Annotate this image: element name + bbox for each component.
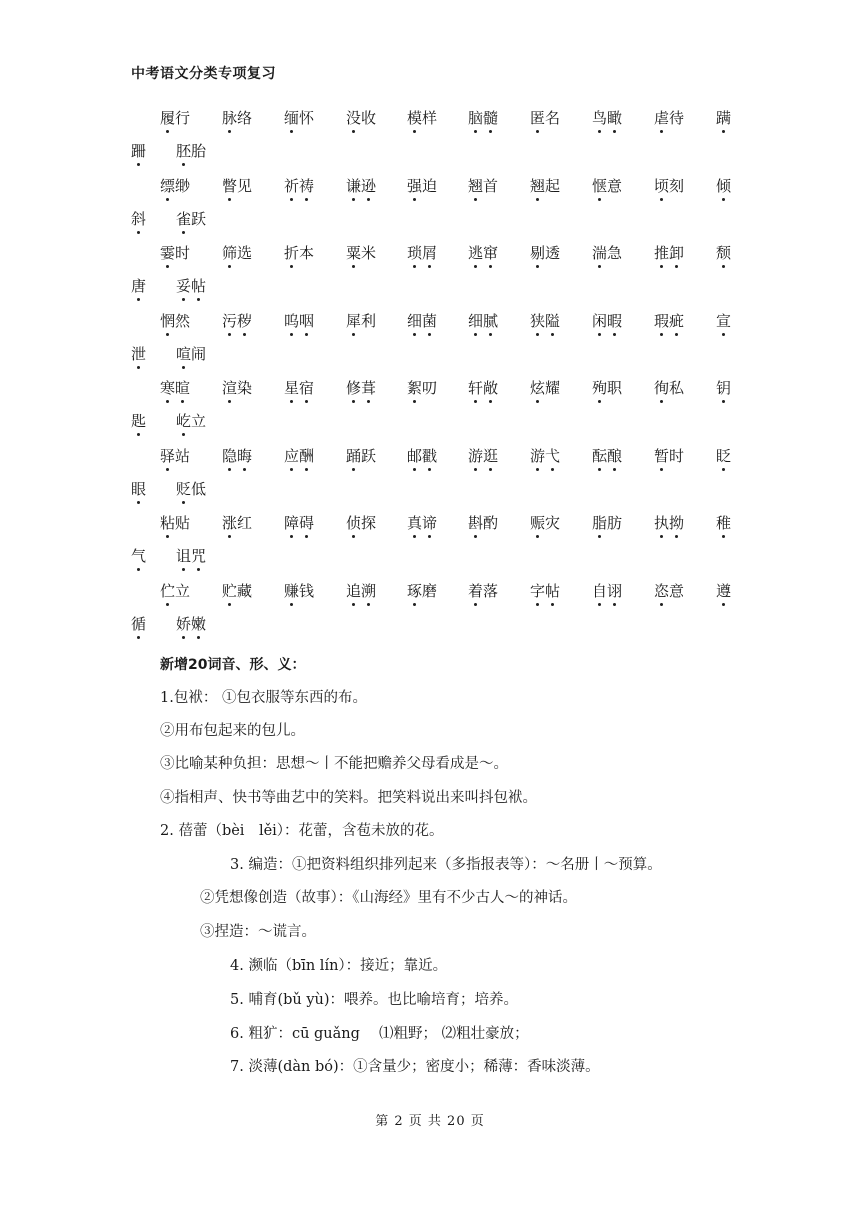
vocab-word: 匿名 bbox=[530, 109, 561, 127]
vocab-word: 折本 bbox=[284, 244, 315, 262]
definition-line: 5. 哺育(bǔ yù)：喂养。也比喻培育；培养。 bbox=[230, 992, 519, 1008]
vocab-word: 跚 bbox=[131, 142, 147, 160]
vocab-word: 粟米 bbox=[346, 244, 377, 262]
page-footer: 第 2 页 共 20 页 bbox=[375, 1114, 485, 1129]
vocab-word: 顷刻 bbox=[654, 177, 685, 195]
definition-line: 6. 粗犷：cū guǎng ⑴粗野； ⑵粗壮豪放； bbox=[230, 1026, 529, 1042]
vocab-word: 赈灾 bbox=[530, 514, 561, 532]
vocab-word: 遵 bbox=[716, 582, 732, 600]
vocab-word: 犀利 bbox=[346, 312, 377, 330]
document-header-title: 中考语文分类专项复习 bbox=[131, 66, 276, 82]
definition-line: 3. 编造：①把资料组织排列起来（多指报表等）：～名册丨～预算。 bbox=[230, 857, 662, 873]
vocab-word: 诅咒 bbox=[176, 547, 207, 565]
vocab-word: 轩敞 bbox=[468, 379, 499, 397]
definition-line: ②凭想像创造（故事）：《山海经》里有不少古人～的神话。 bbox=[200, 890, 577, 906]
vocab-word: 剔透 bbox=[530, 244, 561, 262]
vocab-word: 恣意 bbox=[654, 582, 685, 600]
vocab-word: 琢磨 bbox=[407, 582, 438, 600]
vocab-word: 唐 bbox=[131, 277, 147, 295]
vocab-word: 眼 bbox=[131, 480, 147, 498]
definition-line: ③捏造：～谎言。 bbox=[200, 924, 316, 940]
vocab-word: 侦探 bbox=[346, 514, 377, 532]
vocab-word: 涨红 bbox=[222, 514, 253, 532]
definition-line: ②用布包起来的包儿。 bbox=[160, 723, 305, 739]
vocab-word: 细腻 bbox=[468, 312, 499, 330]
vocab-word: 脑髓 bbox=[468, 109, 499, 127]
vocab-word: 真谛 bbox=[407, 514, 438, 532]
vocab-word: 瑕疵 bbox=[654, 312, 685, 330]
vocab-word: 缅怀 bbox=[284, 109, 315, 127]
vocab-word: 眨 bbox=[716, 447, 732, 465]
vocab-word: 谦逊 bbox=[346, 177, 377, 195]
vocab-word: 伫立 bbox=[160, 582, 191, 600]
vocab-word: 强迫 bbox=[407, 177, 438, 195]
vocab-word: 徇私 bbox=[654, 379, 685, 397]
vocab-word: 缥缈 bbox=[160, 177, 191, 195]
vocab-word: 追溯 bbox=[346, 582, 377, 600]
vocab-word: 粘贴 bbox=[160, 514, 191, 532]
definition-line: 2. 蓓蕾（bèi lěi）：花蕾，含苞未放的花。 bbox=[160, 823, 444, 839]
vocab-word: 虐待 bbox=[654, 109, 685, 127]
vocab-word: 赚钱 bbox=[284, 582, 315, 600]
vocab-word: 字帖 bbox=[530, 582, 561, 600]
vocab-word: 细菌 bbox=[407, 312, 438, 330]
vocab-word: 蹒 bbox=[716, 109, 732, 127]
vocab-word: 钥 bbox=[716, 379, 732, 397]
section-heading: 新增20词音、形、义： bbox=[160, 657, 306, 673]
vocab-word: 修葺 bbox=[346, 379, 377, 397]
vocab-word: 着落 bbox=[468, 582, 499, 600]
vocab-word: 渲染 bbox=[222, 379, 253, 397]
vocab-word: 踊跃 bbox=[346, 447, 377, 465]
vocab-word: 斟酌 bbox=[468, 514, 499, 532]
vocab-word: 娇嫩 bbox=[176, 615, 207, 633]
vocab-word: 湍急 bbox=[592, 244, 623, 262]
vocab-word: 炫耀 bbox=[530, 379, 561, 397]
vocab-word: 宣 bbox=[716, 312, 732, 330]
vocab-word: 贬低 bbox=[176, 480, 207, 498]
vocab-word: 雀跃 bbox=[176, 210, 207, 228]
vocab-word: 妥帖 bbox=[176, 277, 207, 295]
vocab-word: 障碍 bbox=[284, 514, 315, 532]
vocab-word: 祈祷 bbox=[284, 177, 315, 195]
vocab-word: 闲暇 bbox=[592, 312, 623, 330]
vocab-word: 倾 bbox=[716, 177, 732, 195]
vocab-word: 胚胎 bbox=[176, 142, 207, 160]
definition-line: 7. 淡薄(dàn bó)：①含量少；密度小；稀薄：香味淡薄。 bbox=[230, 1059, 600, 1075]
definition-line: 4. 濒临（bīn lín）：接近；靠近。 bbox=[230, 958, 448, 974]
vocab-word: 执拗 bbox=[654, 514, 685, 532]
vocab-word: 惬意 bbox=[592, 177, 623, 195]
vocab-word: 寒暄 bbox=[160, 379, 191, 397]
vocab-word: 酝酿 bbox=[592, 447, 623, 465]
vocab-word: 星宿 bbox=[284, 379, 315, 397]
vocab-word: 屹立 bbox=[176, 412, 207, 430]
vocab-word: 琐屑 bbox=[407, 244, 438, 262]
definition-line: ③比喻某种负担：思想～丨不能把赡养父母看成是～。 bbox=[160, 756, 508, 772]
vocab-word: 狭隘 bbox=[530, 312, 561, 330]
vocab-word: 应酬 bbox=[284, 447, 315, 465]
vocab-word: 逃窜 bbox=[468, 244, 499, 262]
definition-line: ④指相声、快书等曲艺中的笑料。把笑料说出来叫抖包袱。 bbox=[160, 790, 537, 806]
definition-line: 1.包袱： ①包衣服等东西的布。 bbox=[160, 690, 367, 706]
vocab-word: 絮叨 bbox=[407, 379, 438, 397]
vocab-word: 筛选 bbox=[222, 244, 253, 262]
vocab-word: 脂肪 bbox=[592, 514, 623, 532]
vocab-word: 泄 bbox=[131, 345, 147, 363]
vocab-word: 霎时 bbox=[160, 244, 191, 262]
vocab-word: 喧闹 bbox=[176, 345, 207, 363]
vocab-word: 瞥见 bbox=[222, 177, 253, 195]
vocab-word: 履行 bbox=[160, 109, 191, 127]
vocab-word: 隐晦 bbox=[222, 447, 253, 465]
vocab-word: 自诩 bbox=[592, 582, 623, 600]
vocab-word: 匙 bbox=[131, 412, 147, 430]
vocab-word: 暂时 bbox=[654, 447, 685, 465]
vocab-word: 模样 bbox=[407, 109, 438, 127]
vocab-word: 循 bbox=[131, 615, 147, 633]
vocab-word: 邮戳 bbox=[407, 447, 438, 465]
vocab-word: 没收 bbox=[346, 109, 377, 127]
vocab-word: 驿站 bbox=[160, 447, 191, 465]
vocab-word: 斜 bbox=[131, 210, 147, 228]
vocab-word: 污秽 bbox=[222, 312, 253, 330]
vocab-word: 游弋 bbox=[530, 447, 561, 465]
vocab-word: 脉络 bbox=[222, 109, 253, 127]
vocab-word: 翘起 bbox=[530, 177, 561, 195]
vocab-word: 翘首 bbox=[468, 177, 499, 195]
vocab-word: 游逛 bbox=[468, 447, 499, 465]
vocab-word: 推卸 bbox=[654, 244, 685, 262]
vocab-word: 殉职 bbox=[592, 379, 623, 397]
vocab-word: 气 bbox=[131, 547, 147, 565]
vocab-word: 惘然 bbox=[160, 312, 191, 330]
vocab-word: 鸟瞰 bbox=[592, 109, 623, 127]
vocab-word: 贮藏 bbox=[222, 582, 253, 600]
vocab-word: 稚 bbox=[716, 514, 732, 532]
vocab-word: 呜咽 bbox=[284, 312, 315, 330]
vocab-word: 颓 bbox=[716, 244, 732, 262]
